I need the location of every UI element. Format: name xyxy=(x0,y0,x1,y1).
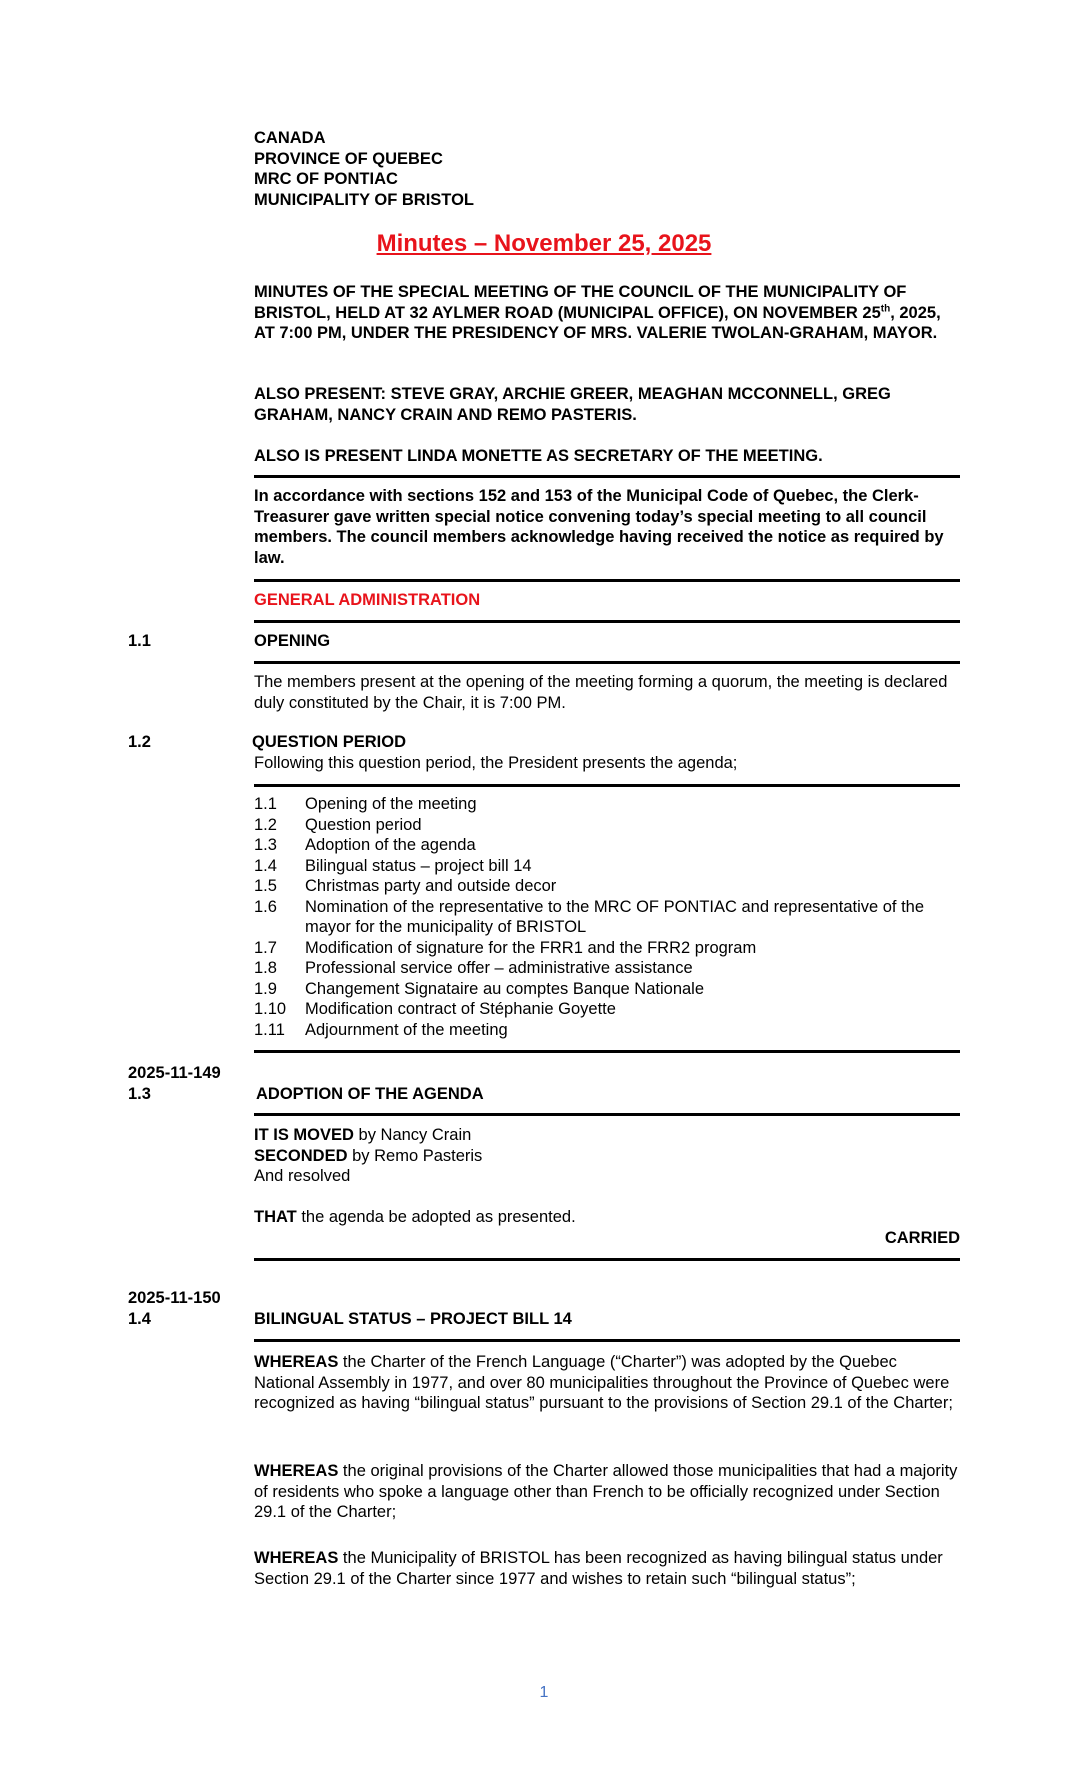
header-mrc: MRC OF PONTIAC xyxy=(254,170,398,188)
intro-text-a: MINUTES OF THE SPECIAL MEETING OF THE COUNCIL OF THE MUNICIPALITY OF BRISTOL, HELD AT 32 AYLMER ROAD (MUNICIPAL OFFICE), ON NOVEMBER 25 xyxy=(254,283,907,322)
agenda-list xyxy=(254,794,960,1040)
adoption-heading: ADOPTION OF THE AGENDA xyxy=(256,1085,484,1103)
question-heading: QUESTION PERIOD xyxy=(252,733,407,751)
header-country: CANADA xyxy=(254,129,326,147)
intro-text-b: , 2025, AT 7:00 PM, UNDER THE PRESIDENCY OF MRS. VALERIE TWOLAN-GRAHAM, MAYOR. xyxy=(254,303,941,342)
opening-number: 1.1 xyxy=(128,632,151,650)
notice-paragraph: In accordance with sections 152 and 153 of the Municipal Code of Quebec, the Clerk-Treasurer gave written special notice convening today’s special meeting to all council members. The council members acknowledge having received the notice as required by law. xyxy=(254,487,944,567)
resolved-line: And resolved xyxy=(254,1167,351,1185)
seconded-line: SECONDED by Remo Pasteris xyxy=(254,1146,483,1165)
moved-line: IT IS MOVED by Nancy Crain xyxy=(254,1126,472,1144)
agenda-item: 1.7 Modification of signature for the FRR1 and the FRR2 program xyxy=(254,938,757,957)
question-number: 1.2 xyxy=(128,733,151,751)
agenda-item: 1.6 Nomination of the representative to the MRC OF PONTIAC and representative of the mayor for the municipality of BRISTOL xyxy=(254,897,925,936)
agenda-item: 1.11 Adjournment of the meeting xyxy=(254,1020,508,1039)
adoption-motion xyxy=(254,1125,960,1187)
whereas-2: WHEREAS the original provisions of the Charter allowed those municipalities that had a majority of residents who spoke a language other than French to be officially recognized under Section 29.1 of the Charter; xyxy=(254,1462,958,1521)
divider xyxy=(254,661,960,664)
bilingual-heading: BILINGUAL STATUS – PROJECT BILL 14 xyxy=(254,1310,572,1328)
resolution-number-bilingual: 2025-11-150 1.4 xyxy=(128,1289,221,1328)
opening-heading: OPENING xyxy=(254,632,331,650)
whereas-1: WHEREAS the Charter of the French Language (“Charter”) was adopted by the Quebec National Assembly in 1977, and over 80 municipalities throughout the Province of Quebec were recognized as having “bilingual status” pursuant to the provisions of Section 29.1 of the Charter; xyxy=(254,1353,953,1412)
agenda-item: 1.4 Bilingual status – project bill 14 xyxy=(254,856,532,875)
divider xyxy=(254,1050,960,1053)
agenda-item: 1.3 Adoption of the agenda xyxy=(254,836,476,854)
jurisdiction-header xyxy=(254,128,960,210)
divider xyxy=(254,579,960,582)
document-title: Minutes – November 25, 2025 xyxy=(376,230,712,257)
also-present: ALSO PRESENT: STEVE GRAY, ARCHIE GREER, MEAGHAN MCCONNELL, GREG GRAHAM, NANCY CRAIN AND REMO PASTERIS. xyxy=(254,385,891,424)
resolution-number-adoption: 2025-11-149 1.3 xyxy=(128,1064,221,1103)
divider xyxy=(254,475,960,478)
page-number: 1 xyxy=(539,1684,549,1701)
secretary-line: ALSO IS PRESENT LINDA MONETTE AS SECRETARY OF THE MEETING. xyxy=(254,447,823,465)
section-heading-general: GENERAL ADMINISTRATION xyxy=(254,591,481,609)
adoption-that: THAT the agenda be adopted as presented. xyxy=(254,1208,576,1226)
divider xyxy=(254,1339,960,1342)
carried-label: CARRIED xyxy=(884,1229,960,1247)
whereas-3: WHEREAS the Municipality of BRISTOL has been recognized as having bilingual status under Section 29.1 of the Charter since 1977 and wishes to retain such “bilingual status”; xyxy=(254,1549,943,1588)
agenda-item: 1.8 Professional service offer – administrative assistance xyxy=(254,959,693,977)
header-province: PROVINCE OF QUEBEC xyxy=(254,149,443,168)
agenda-item: 1.10 Modification contract of Stéphanie Goyette xyxy=(254,1000,616,1018)
opening-text: The members present at the opening of the meeting forming a quorum, the meeting is declared duly constituted by the Chair, it is 7:00 PM. xyxy=(254,673,948,712)
divider xyxy=(254,1113,960,1116)
agenda-item: 1.5 Christmas party and outside decor xyxy=(254,877,557,895)
intro-paragraph xyxy=(254,282,960,344)
agenda-item: 1.1 Opening of the meeting xyxy=(254,795,477,813)
agenda-item: 1.9 Changement Signataire au comptes Banque Nationale xyxy=(254,979,705,998)
intro-sup: th xyxy=(880,303,891,314)
agenda-item: 1.2 Question period xyxy=(254,815,422,834)
header-municipality: MUNICIPALITY OF BRISTOL xyxy=(254,190,475,209)
question-text: Following this question period, the President presents the agenda; xyxy=(254,754,738,772)
divider xyxy=(254,1258,960,1261)
divider xyxy=(254,784,960,787)
divider xyxy=(254,620,960,623)
